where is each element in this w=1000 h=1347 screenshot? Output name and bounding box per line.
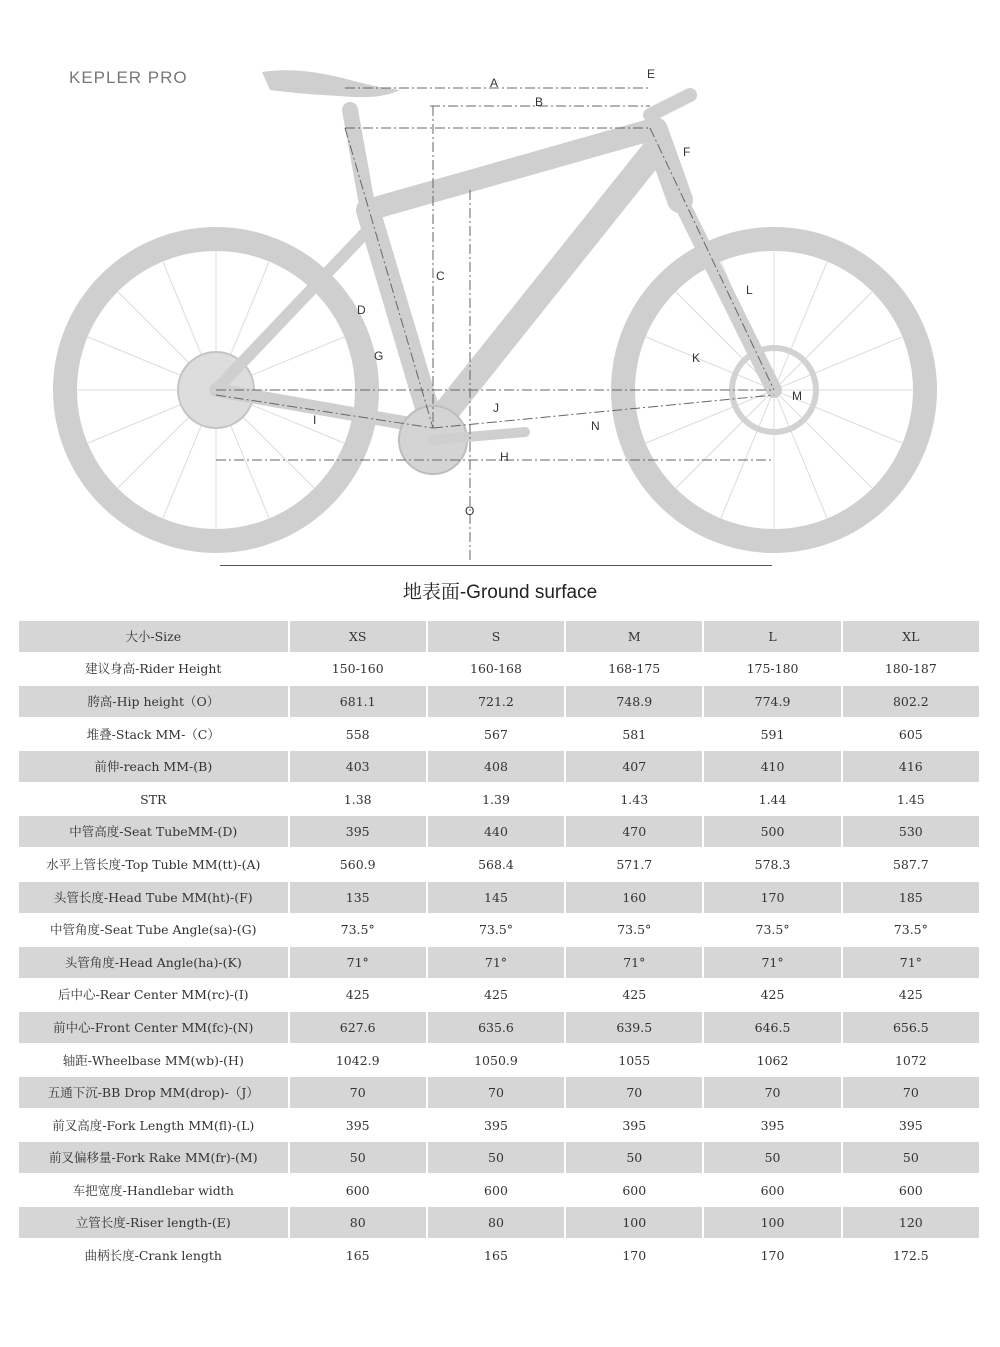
row-value: 470 — [566, 816, 704, 849]
row-value: 175-180 — [746, 661, 799, 677]
label-b: B — [535, 95, 544, 109]
label-l: L — [746, 283, 753, 297]
row-value: 425 — [345, 987, 370, 1003]
row-value: 1.45 — [896, 791, 925, 807]
row-value: 160 — [566, 881, 704, 914]
row-value: 70 — [290, 1076, 428, 1109]
row-label: 胯高-Hip height（O） — [19, 685, 290, 718]
row-value: 120 — [843, 1207, 981, 1240]
table-row — [19, 1174, 981, 1207]
row-label: 五通下沉-BB Drop MM(drop)-（J） — [19, 1076, 290, 1109]
row-label: 中管高度-Seat TubeMM-(D) — [19, 816, 290, 849]
row-label: 中管角度-Seat Tube Angle(sa)-(G) — [50, 922, 257, 938]
row-value: 100 — [704, 1207, 842, 1240]
row-value: 395 — [760, 1117, 785, 1133]
table-row — [19, 1142, 981, 1175]
table-row — [19, 1044, 981, 1077]
row-label: 车把宽度-Handlebar width — [72, 1182, 234, 1198]
row-value: 600 — [484, 1182, 508, 1198]
row-label: 前叉高度-Fork Length MM(fl)-(L) — [52, 1117, 255, 1133]
table-row — [19, 783, 981, 816]
row-value: 407 — [566, 750, 704, 783]
row-value: 165 — [345, 1248, 370, 1264]
row-value: 558 — [345, 726, 370, 742]
row-value: 165 — [484, 1248, 508, 1264]
row-value: 50 — [428, 1142, 566, 1175]
row-label: 前中心-Front Center MM(fc)-(N) — [19, 1011, 290, 1044]
row-value: 410 — [704, 750, 842, 783]
row-value: 50 — [843, 1142, 981, 1175]
label-g: G — [374, 349, 384, 363]
header-size-m: M — [566, 620, 704, 653]
row-label: 前伸-reach MM-(B) — [19, 750, 290, 783]
row-label: 头管角度-Head Angle(ha)-(K) — [19, 946, 290, 979]
table-row — [19, 1109, 981, 1142]
header-size-label: 大小-Size — [19, 620, 290, 653]
table-row — [19, 881, 981, 914]
row-value: 70 — [843, 1076, 981, 1109]
table-row — [19, 1076, 981, 1109]
row-value: 73.5° — [478, 922, 514, 938]
row-value: 172.5 — [892, 1248, 929, 1264]
row-value: 567 — [484, 726, 508, 742]
ground-surface-label: 地表面-Ground surface — [402, 582, 598, 603]
label-m: M — [792, 389, 802, 403]
row-value: 80 — [290, 1207, 428, 1240]
brand-title: KEPLER PRO — [69, 68, 188, 87]
row-value: 568.4 — [478, 856, 514, 872]
row-label: 后中心-Rear Center MM(rc)-(I) — [58, 987, 249, 1003]
row-value: 1.44 — [758, 791, 787, 807]
row-value: 180-187 — [884, 661, 937, 677]
row-value: 530 — [843, 816, 981, 849]
label-i: I — [313, 413, 317, 427]
row-value: 170 — [622, 1248, 647, 1264]
row-value: 581 — [622, 726, 647, 742]
row-value: 70 — [428, 1076, 566, 1109]
label-n: N — [591, 419, 600, 433]
row-value: 70 — [566, 1076, 704, 1109]
row-value: 100 — [566, 1207, 704, 1240]
row-value: 802.2 — [843, 685, 981, 718]
ground-line — [220, 565, 772, 566]
label-a: A — [490, 76, 499, 90]
row-label: 堆叠-Stack MM-（C） — [86, 726, 220, 742]
label-k: K — [692, 351, 701, 365]
row-value: 160-168 — [470, 661, 522, 677]
row-value: 600 — [760, 1182, 785, 1198]
row-value: 135 — [290, 881, 428, 914]
row-value: 408 — [428, 750, 566, 783]
row-value: 395 — [290, 816, 428, 849]
row-value: 71° — [428, 946, 566, 979]
table-row — [19, 685, 981, 718]
label-h: H — [500, 450, 509, 464]
row-value: 656.5 — [843, 1011, 981, 1044]
label-d: D — [357, 303, 366, 317]
row-value: 70 — [704, 1076, 842, 1109]
row-value: 500 — [704, 816, 842, 849]
header-size-xl: XL — [843, 620, 981, 653]
row-value: 150-160 — [331, 661, 384, 677]
row-value: 600 — [622, 1182, 647, 1198]
row-value: 80 — [428, 1207, 566, 1240]
row-value: 395 — [898, 1117, 923, 1133]
label-j: J — [493, 401, 499, 415]
label-o: O — [465, 504, 475, 518]
row-label: 头管长度-Head Tube MM(ht)-(F) — [19, 881, 290, 914]
row-value: 416 — [843, 750, 981, 783]
row-value: 425 — [760, 987, 785, 1003]
label-f: F — [683, 145, 691, 159]
row-value: 50 — [566, 1142, 704, 1175]
row-label: 立管长度-Riser length-(E) — [19, 1207, 290, 1240]
table-row — [19, 946, 981, 979]
table-row — [19, 653, 981, 686]
row-value: 170 — [760, 1248, 785, 1264]
row-value: 635.6 — [428, 1011, 566, 1044]
row-value: 605 — [898, 726, 923, 742]
row-value: 185 — [843, 881, 981, 914]
row-value: 168-175 — [608, 661, 661, 677]
row-value: 1.43 — [620, 791, 649, 807]
geometry-table-body — [19, 620, 981, 1272]
table-row — [19, 979, 981, 1012]
row-value: 425 — [622, 987, 647, 1003]
row-value: 774.9 — [704, 685, 842, 718]
row-value: 170 — [704, 881, 842, 914]
geometry-table — [19, 620, 981, 1272]
row-value: 425 — [484, 987, 508, 1003]
row-value: 1072 — [894, 1052, 927, 1068]
saddle — [262, 70, 400, 97]
label-c: C — [436, 269, 445, 283]
table-row — [19, 816, 981, 849]
header-size-s: S — [428, 620, 566, 653]
table-row — [19, 718, 981, 751]
row-value: 1062 — [756, 1052, 789, 1068]
row-value: 587.7 — [892, 856, 929, 872]
row-value: 71° — [290, 946, 428, 979]
table-row — [19, 1011, 981, 1044]
row-value: 627.6 — [290, 1011, 428, 1044]
row-value: 395 — [622, 1117, 647, 1133]
row-value: 560.9 — [339, 856, 376, 872]
header-size-xs: XS — [290, 620, 428, 653]
row-value: 748.9 — [566, 685, 704, 718]
row-value: 73.5° — [755, 922, 790, 938]
row-value: 1042.9 — [335, 1052, 380, 1068]
row-value: 571.7 — [616, 856, 653, 872]
row-value: 71° — [704, 946, 842, 979]
row-value: 600 — [345, 1182, 370, 1198]
table-row — [19, 848, 981, 881]
row-value: 50 — [704, 1142, 842, 1175]
header-size-l: L — [704, 620, 842, 653]
row-value: 395 — [484, 1117, 508, 1133]
row-value: 600 — [898, 1182, 923, 1198]
table-row — [19, 913, 981, 946]
label-e: E — [647, 67, 656, 81]
row-value: 591 — [760, 726, 785, 742]
row-value: 721.2 — [428, 685, 566, 718]
row-label: STR — [140, 791, 167, 807]
bike-geometry-diagram — [0, 0, 1000, 575]
row-value: 50 — [290, 1142, 428, 1175]
row-label: 轴距-Wheelbase MM(wb)-(H) — [62, 1052, 244, 1068]
row-value: 73.5° — [893, 922, 928, 938]
row-value: 440 — [428, 816, 566, 849]
row-value: 578.3 — [754, 856, 791, 872]
row-value: 395 — [345, 1117, 370, 1133]
row-value: 639.5 — [566, 1011, 704, 1044]
row-value: 73.5° — [617, 922, 652, 938]
row-value: 681.1 — [290, 685, 428, 718]
row-value: 403 — [290, 750, 428, 783]
row-value: 646.5 — [704, 1011, 842, 1044]
row-value: 71° — [566, 946, 704, 979]
row-value: 73.5° — [340, 922, 375, 938]
row-value: 425 — [898, 987, 923, 1003]
table-row — [19, 1207, 981, 1240]
row-label: 水平上管长度-Top Tuble MM(tt)-(A) — [46, 856, 261, 872]
row-label: 前叉偏移量-Fork Rake MM(fr)-(M) — [19, 1142, 290, 1175]
table-row — [19, 1239, 981, 1272]
table-header-row — [19, 620, 981, 653]
row-label: 建议身高-Rider Height — [85, 661, 222, 677]
row-value: 1.38 — [343, 791, 372, 807]
row-value: 71° — [843, 946, 981, 979]
row-value: 1050.9 — [474, 1052, 518, 1068]
table-row — [19, 750, 981, 783]
row-value: 1.39 — [482, 791, 510, 807]
row-label: 曲柄长度-Crank length — [84, 1248, 222, 1264]
row-value: 1055 — [618, 1052, 651, 1068]
row-value: 145 — [428, 881, 566, 914]
